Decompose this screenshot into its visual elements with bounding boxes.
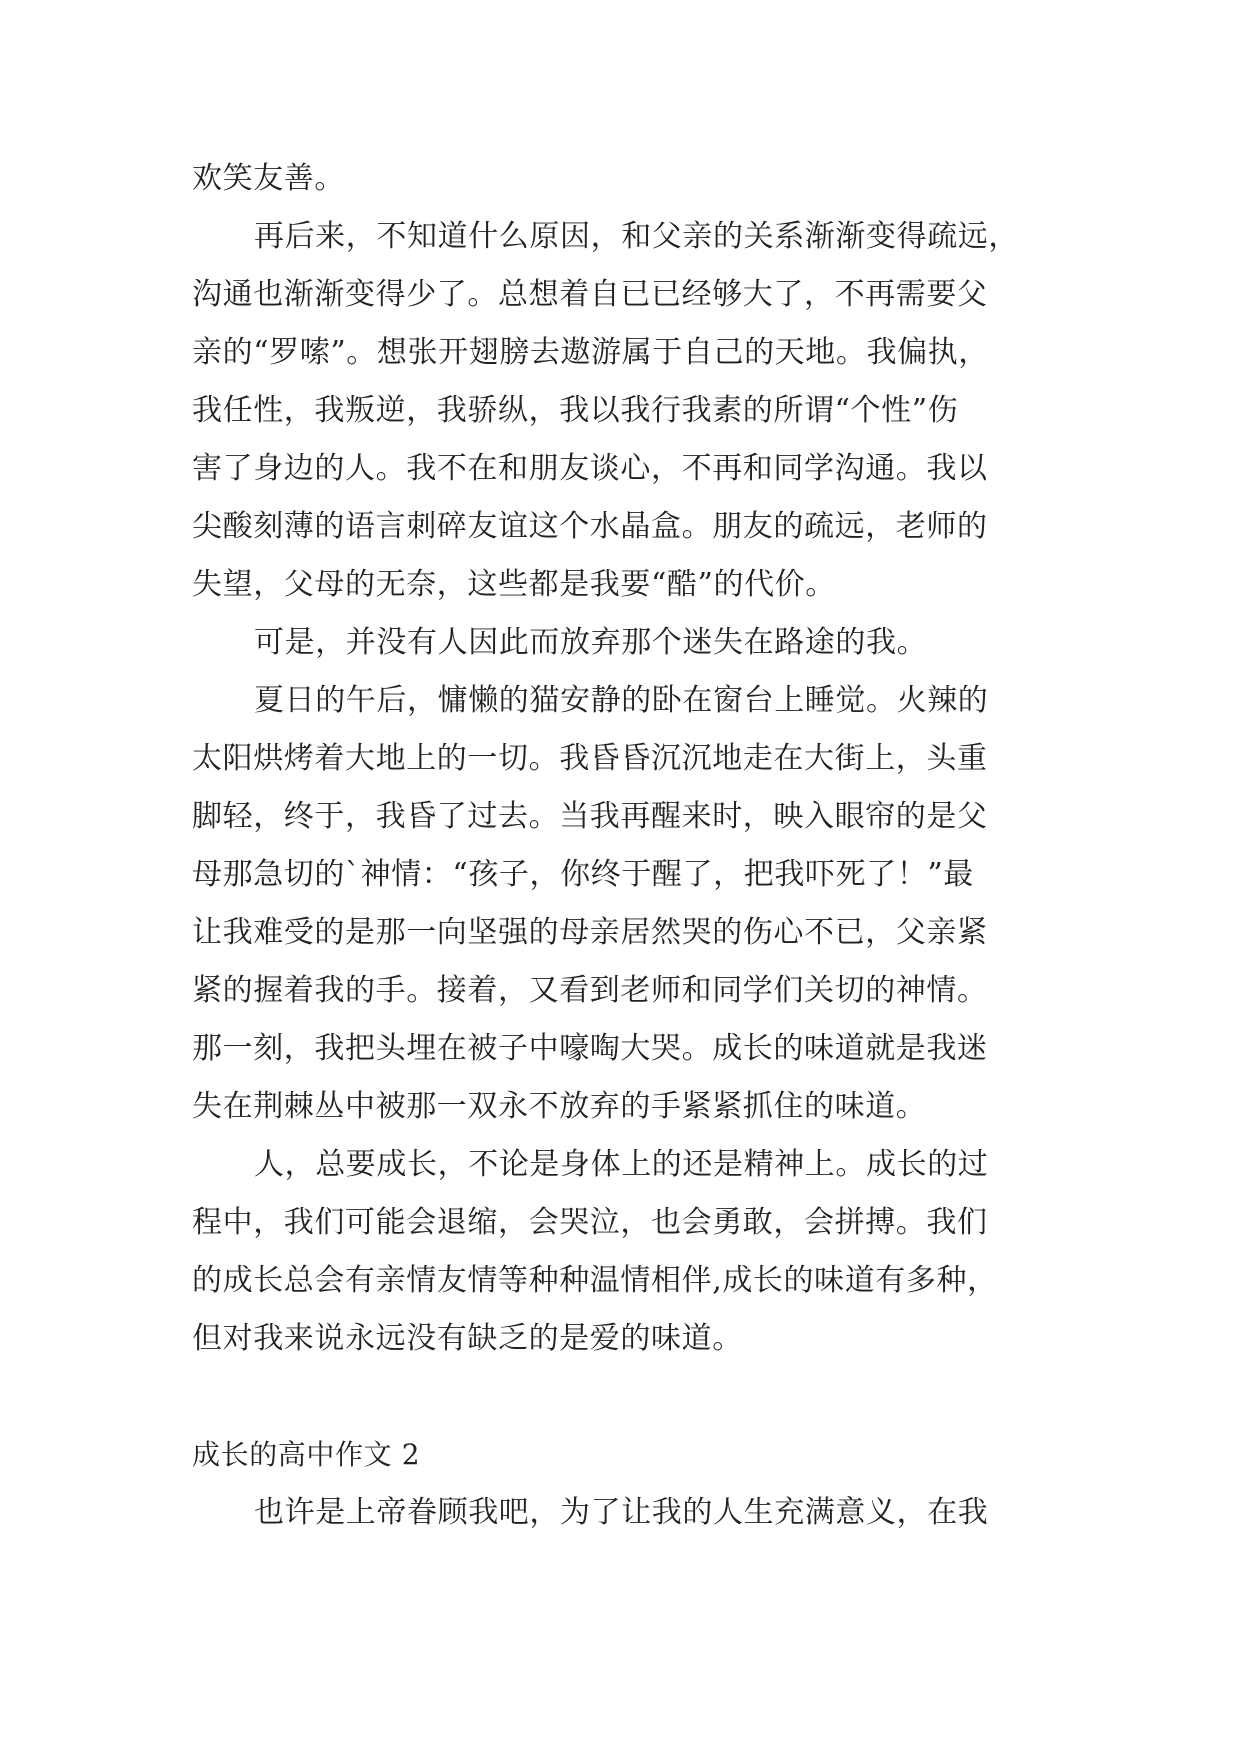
paragraph-start-line: 人，总要成长，不论是身体上的还是精神上。成长的过 [254,1147,989,1182]
text-line: 我任性，我叛逆，我骄纵，我以我行我素的所谓“个性”伤 [192,393,959,428]
text-line: 失望，父母的无奈，这些都是我要“酷”的代价。 [192,567,836,602]
text-line: 的成长总会有亲情友情等种种温情相伴,成长的味道有多种， [192,1263,998,1298]
text-line: 尖酸刻薄的语言刺碎友谊这个水晶盒。朋友的疏远，老师的 [192,509,988,544]
paragraph-start-line: 再后来，不知道什么原因，和父亲的关系渐渐变得疏远， [254,219,1019,254]
text-line: 那一刻，我把头埋在被子中嚎啕大哭。成长的味道就是我迷 [192,1031,988,1066]
paragraph-start-line: 也许是上帝眷顾我吧，为了让我的人生充满意义，在我 [254,1495,989,1530]
paragraph-start-line: 夏日的午后，慵懒的猫安静的卧在窗台上睡觉。火辣的 [254,683,989,718]
text-line: 母那急切的`神情：“孩子，你终于醒了，把我吓死了！”最 [192,857,974,892]
text-line: 欢笑友善。 [192,161,345,196]
text-line: 亲的“罗嗦”。想张开翅膀去遨游属于自己的天地。我偏执， [192,335,989,370]
text-line: 沟通也渐渐变得少了。总想着自已已经够大了，不再需要父 [192,277,988,312]
text-line: 但对我来说永远没有缺乏的是爱的味道。 [192,1321,743,1356]
paragraph-start-line: 可是，并没有人因此而放弃那个迷失在路途的我。 [254,625,928,660]
section-gap [192,1368,1062,1426]
document-body [192,150,1062,1542]
text-line: 紧的握着我的手。接着，又看到老师和同学们关切的神情。 [192,973,988,1008]
text-line: 让我难受的是那一向坚强的母亲居然哭的伤心不已，父亲紧 [192,915,988,950]
text-line: 程中，我们可能会退缩，会哭泣，也会勇敢，会拼搏。我们 [192,1205,988,1240]
section-heading: 成长的高中作文 2 [192,1438,421,1471]
text-line: 太阳烘烤着大地上的一切。我昏昏沉沉地走在大街上，头重 [192,741,988,776]
text-line: 失在荆棘丛中被那一双永不放弃的手紧紧抓住的味道。 [192,1089,927,1124]
text-line: 脚轻，终于，我昏了过去。当我再醒来时，映入眼帘的是父 [192,799,988,834]
text-line: 害了身边的人。我不在和朋友谈心，不再和同学沟通。我以 [192,451,988,486]
